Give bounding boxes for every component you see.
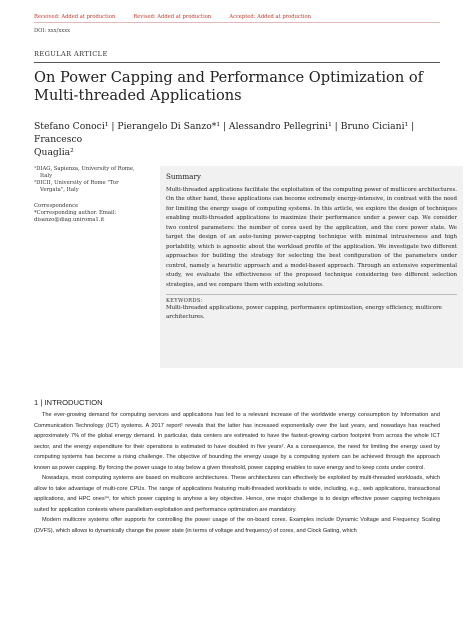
- intro-paragraph-2: Nowadays, most computing systems are based on multicore architectures. These architectures can effectively be exploited by multi-threaded workloads, which allow to take advantage of multi-core CPUs. The range of applications featuring multi-threaded workloads is wide, including, e.g., web applications, transactional applications, and HPC ones³⁴, for which power capping is anyhow a key objective. Hence, one major challenge is to design effective power capping techniques suited for application contexts where parallelism exploitation and performance optimization are mandatory.: [34, 475, 440, 513]
- submission-dates-bar: [34, 14, 440, 23]
- summary-text: Multi-threaded applications facilitate the exploitation of the computing power of multicore architectures. On the other hand, these applications can become extremely energy-intensive, in contrast with the need for limiting the energy usage of computing systems. In this article, we explore the design of techniques enabling multi-threaded applications to maximize their performance under a power cap. We consider two control parameters: the number of cores used by the application, and the core power state. We target the design of an auto-tuning power-capping technique with minimal intrusiveness and high portability, which is agnostic about the workload profile of the application. We investigate two different approaches for building the strategy for selecting the best configuration of the parameters under control, namely a heuristic approach and a model-based approach. Through an extensive experimental study, we evaluate the effectiveness of the proposed technique considering two different selection strategies, and we compare them with existing solutions.: [166, 187, 457, 288]
- correspondence: [34, 203, 152, 224]
- summary-box: [160, 166, 463, 368]
- author-list: [34, 120, 440, 159]
- paper-title: On Power Capping and Performance Optimization of Multi-threaded Applications: [34, 69, 424, 104]
- keywords-heading: KEYWORDS:: [166, 297, 203, 304]
- affiliation-2-line-2: Vergata", Italy: [40, 187, 79, 193]
- affiliation-1-line-2: Italy: [40, 173, 53, 179]
- affiliations: [34, 166, 152, 194]
- article-type-label: REGULAR ARTICLE: [34, 50, 108, 58]
- affiliation-2-line-1: ²DICII, University of Rome "Tor: [34, 180, 119, 186]
- intro-paragraph-3: Modern multicore systems offer supports for controlling the power usage of the on-board cores. Examples include Dynamic Voltage and Frequency Scaling (DVFS), which allows to dynamically change the power state (in terms of voltage and frequency) of cores, and Clock Gating, which: [34, 517, 440, 535]
- section-heading-introduction: 1 | INTRODUCTION: [34, 398, 103, 407]
- correspondence-email: disanzo@diag.uniroma1.it: [34, 217, 105, 223]
- received-date: Received: Added at production: [34, 14, 116, 20]
- header-divider: [34, 62, 440, 63]
- keywords-text: Multi-threaded applications, power capping, performance optimization, energy efficiency, multicore architectures.: [166, 304, 442, 320]
- introduction-body: [34, 410, 440, 537]
- accepted-date: Accepted: Added at production: [229, 14, 312, 20]
- doi: DOI: xxx/xxxx: [34, 28, 71, 34]
- authors-line-1: Stefano Conoci¹ | Pierangelo Di Sanzo*¹ | Alessandro Pellegrini¹ | Bruno Ciciani¹ | Francesco: [34, 121, 415, 145]
- correspondence-heading: Correspondence: [34, 203, 79, 209]
- correspondence-line-1: *Corresponding author. Email:: [34, 210, 117, 216]
- authors-line-2: Quaglia²: [34, 147, 74, 158]
- keywords-divider: [166, 294, 457, 295]
- intro-paragraph-1: The ever-growing demand for computing services and applications has led to a relevant increase of the worldwide energy consumption by Information and Communication Technology (ICT) systems. A 2017 report¹ reveals that the latter has increased exponentially over the last years, and nowadays has reached approximately 7% of the global energy demand. In particular, data centers are estimated to have the fastest-growing carbon footprint from across the whole ICT sector, and the energy expenditure for their operations is estimated to have doubled in five years². As a consequence, the need for limiting the energy used by computing systems has become a rising challenge. The objective of bounding the energy usage by a computing system can be achieved through the approach known as power capping. By forcing the power usage to stay below a given threshold, power capping enables to save energy and to keep costs under control.: [34, 412, 440, 471]
- revised-date: Revised: Added at production: [133, 14, 212, 20]
- affiliation-1-line-1: ¹DIAG, Sapienza, University of Rome,: [34, 166, 135, 172]
- summary-heading: Summary: [166, 172, 201, 181]
